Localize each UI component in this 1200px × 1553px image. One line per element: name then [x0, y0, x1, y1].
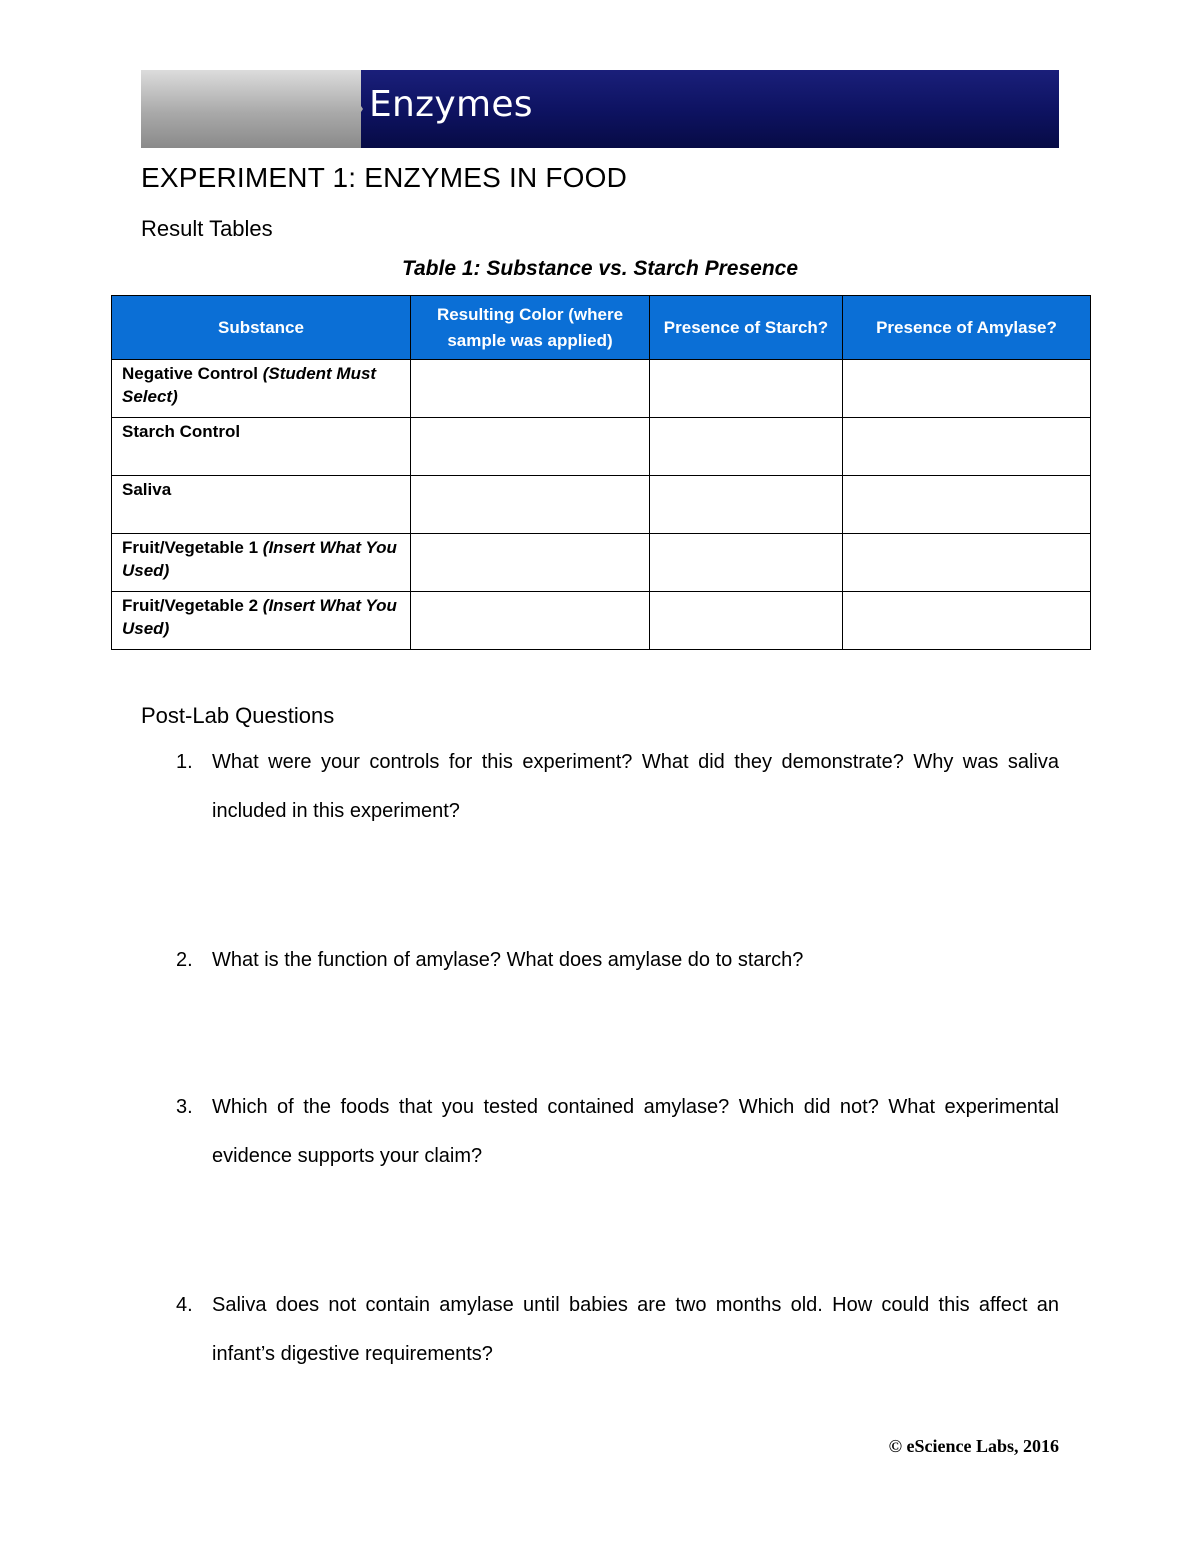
- banner-gray-block: [141, 70, 361, 148]
- amylase-presence-cell[interactable]: [843, 476, 1091, 534]
- resulting-color-cell[interactable]: [411, 592, 650, 650]
- row-label-cell: [112, 592, 411, 650]
- list-item: [141, 738, 1059, 836]
- row-label-cell: [112, 418, 411, 476]
- table-row: [112, 534, 1091, 592]
- row-label: Fruit/Vegetable 1: [122, 538, 259, 557]
- row-label: Saliva: [122, 480, 172, 499]
- amylase-presence-cell[interactable]: [843, 418, 1091, 476]
- starch-presence-cell[interactable]: [650, 592, 843, 650]
- table-row: [112, 360, 1091, 418]
- resulting-color-cell[interactable]: [411, 534, 650, 592]
- header-presence-of-starch: Presence of Starch?: [650, 296, 843, 360]
- list-item: [141, 936, 1059, 985]
- copyright-footer: © eScience Labs, 2016: [888, 1436, 1059, 1456]
- header-presence-of-amylase: Presence of Amylase?: [843, 296, 1091, 360]
- question-number: 4.: [176, 1294, 193, 1316]
- question-text: Which of the foods that you tested contained amylase? Which did not? What experimental evidence supports your claim?: [212, 1096, 1059, 1167]
- banner-title: Enzymes: [369, 84, 533, 125]
- starch-presence-cell[interactable]: [650, 534, 843, 592]
- table-row: [112, 418, 1091, 476]
- table-header-row: [112, 296, 1091, 360]
- list-item: [141, 1083, 1059, 1181]
- table-caption: Table 1: Substance vs. Starch Presence: [401, 257, 799, 280]
- amylase-presence-cell[interactable]: [843, 592, 1091, 650]
- amylase-presence-cell[interactable]: [843, 360, 1091, 418]
- table-row: [112, 592, 1091, 650]
- resulting-color-cell[interactable]: [411, 360, 650, 418]
- starch-presence-cell[interactable]: [650, 476, 843, 534]
- row-label-cell: [112, 534, 411, 592]
- row-label-cell: [112, 360, 411, 418]
- row-note: (Insert What You Used): [122, 596, 397, 638]
- list-item: [141, 1281, 1059, 1379]
- table-row: [112, 476, 1091, 534]
- question-text: What is the function of amylase? What does amylase do to starch?: [212, 949, 804, 971]
- question-text: Saliva does not contain amylase until babies are two months old. How could this affect an infant’s digestive requirements?: [212, 1294, 1059, 1365]
- starch-presence-cell[interactable]: [650, 418, 843, 476]
- question-text: What were your controls for this experiment? What did they demonstrate? Why was saliva included in this experiment?: [212, 751, 1059, 822]
- starch-presence-cell[interactable]: [650, 360, 843, 418]
- results-table: [111, 295, 1091, 650]
- row-label: Negative Control: [122, 364, 259, 383]
- row-label: Fruit/Vegetable 2: [122, 596, 259, 615]
- amylase-presence-cell[interactable]: [843, 534, 1091, 592]
- header-resulting-color: Resulting Color (where sample was applied): [411, 296, 650, 360]
- resulting-color-cell[interactable]: [411, 418, 650, 476]
- row-label: Starch Control: [122, 422, 241, 441]
- question-number: 1.: [176, 751, 193, 773]
- row-label-cell: [112, 476, 411, 534]
- question-number: 3.: [176, 1096, 193, 1118]
- header-substance: Substance: [112, 296, 411, 360]
- post-lab-heading: Post-Lab Questions: [141, 703, 335, 728]
- row-note: (Student Must Select): [122, 364, 377, 406]
- resulting-color-cell[interactable]: [411, 476, 650, 534]
- row-note: (Insert What You Used): [122, 538, 397, 580]
- header-banner: [141, 70, 1059, 148]
- experiment-title: EXPERIMENT 1: ENZYMES IN FOOD: [141, 162, 628, 193]
- question-number: 2.: [176, 949, 193, 971]
- result-tables-heading: Result Tables: [141, 216, 273, 241]
